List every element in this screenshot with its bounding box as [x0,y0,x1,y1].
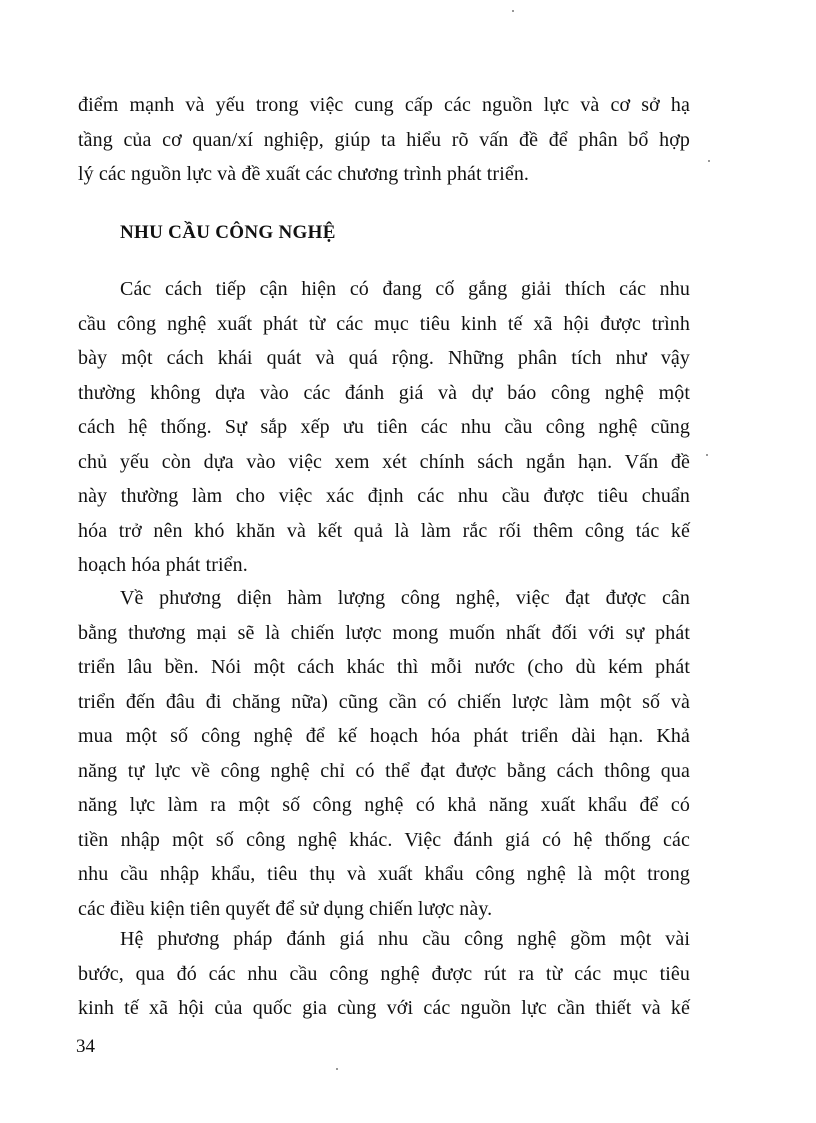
text-line: thường không dựa vào các đánh giá và dự báo công nghệ một [78,381,690,404]
text-line: năng lực làm ra một số công nghệ có khả năng xuất khẩu để có [78,794,690,816]
scan-speck [512,10,514,12]
text-line: điểm mạnh và yếu trong việc cung cấp các nguồn lực và cơ sở hạ [78,94,690,116]
page-number: 34 [76,1036,95,1057]
text-line: này thường làm cho việc xác định các nhu cầu được tiêu chuẩn [78,485,690,507]
text-line: mua một số công nghệ để kế hoạch hóa phát triển dài hạn. Khả [78,725,690,747]
text-line: năng tự lực về công nghệ chỉ có thể đạt được bằng cách thông qua [78,759,690,782]
text-line: bằng thương mại sẽ là chiến lược mong muốn nhất đối với sự phát [78,621,690,644]
section-heading: NHU CẦU CÔNG NGHỆ [120,222,336,243]
text-line: triển lâu bền. Nói một cách khác thì mỗi nước (cho dù kém phát [78,656,690,678]
text-line: lý các nguồn lực và đề xuất các chương trình phát triển. [78,163,530,185]
intro-paragraph [78,88,690,192]
paragraph-3 [78,922,690,1026]
text-line: nhu cầu nhập khẩu, tiêu thụ và xuất khẩu công nghệ là một trong [78,863,690,885]
text-line: các điều kiện tiên quyết để sử dụng chiến lược này. [78,897,493,920]
text-line: tầng của cơ quan/xí nghiệp, giúp ta hiểu rõ vấn đề để phân bổ hợp [78,128,690,151]
text-line: cầu công nghệ xuất phát từ các mục tiêu kinh tế xã hội được trình [78,312,690,335]
text-line: Hệ phương pháp đánh giá nhu cầu công nghệ gồm một vài [120,928,690,950]
text-line: hóa trở nên khó khăn và kết quả là làm rắc rối thêm công tác kế [78,519,690,542]
text-line: kinh tế xã hội của quốc gia cùng với các nguồn lực cần thiết và kế [78,997,690,1019]
text-line: Về phương diện hàm lượng công nghệ, việc đạt được cân [120,587,690,609]
scan-speck [706,454,708,456]
scan-speck [708,160,710,162]
text-line: Các cách tiếp cận hiện có đang cố gắng giải thích các nhu [120,278,690,300]
text-line: tiền nhập một số công nghệ khác. Việc đánh giá có hệ thống các [78,828,690,851]
text-line: cách hệ thống. Sự sắp xếp ưu tiên các nhu cầu công nghệ cũng [78,416,690,438]
paragraph-2 [78,581,690,926]
text-line: bước, qua đó các nhu cầu công nghệ được rút ra từ các mục tiêu [78,962,690,985]
text-line: bày một cách khái quát và quá rộng. Những phân tích như vậy [78,347,690,369]
paragraph-1 [78,272,690,583]
text-line: hoạch hóa phát triển. [78,554,248,576]
text-line: triển đến đâu đi chăng nữa) cũng cần có chiến lược làm một số và [78,690,690,713]
text-line: chủ yếu còn dựa vào việc xem xét chính sách ngắn hạn. Vấn đề [78,450,690,473]
scan-speck [336,1068,338,1070]
